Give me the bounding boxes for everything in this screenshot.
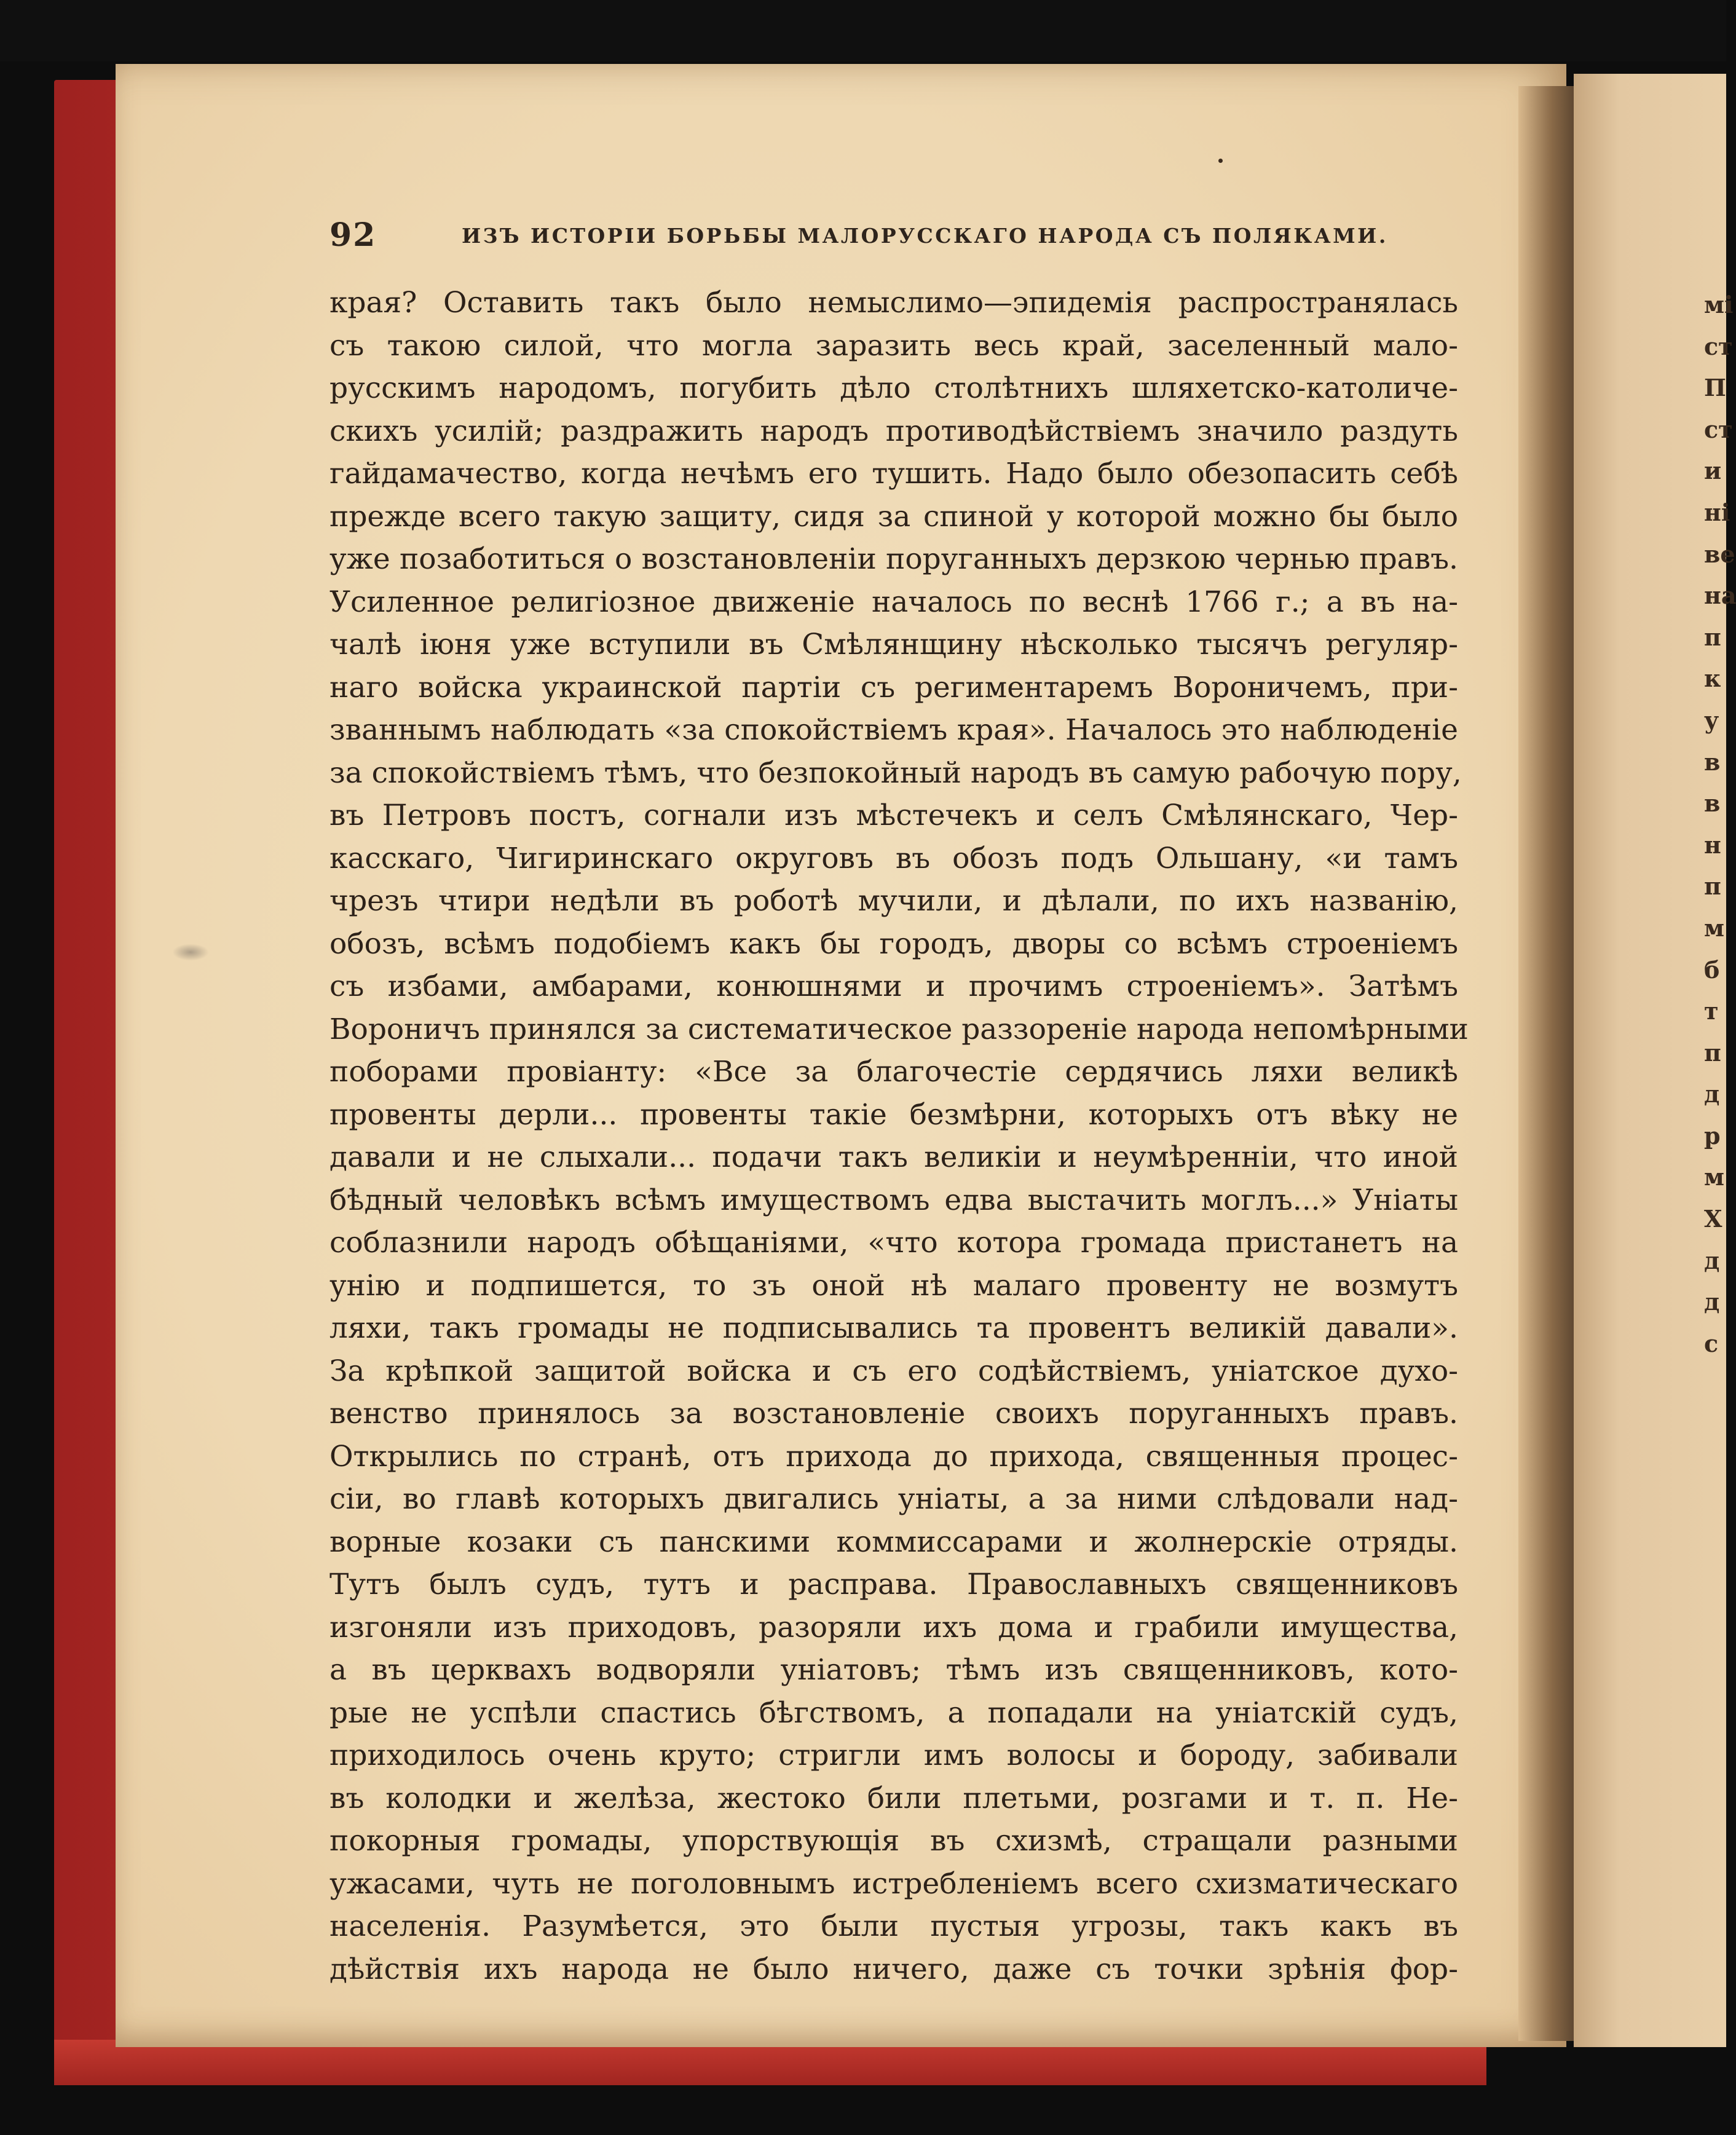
text-line: приходилось очень круто; стригли имъ волосы и бороду, забивали [329,1738,1458,1772]
paper-smudge [172,944,209,961]
text-line: русскимъ народомъ, погубить дѣло столѣтнихъ шляхетско-католиче- [329,371,1458,405]
text-line: рые не успѣли спастись бѣгствомъ, а попадали на уніатскій судъ, [329,1695,1458,1730]
facing-page-fragment: и [1704,457,1722,485]
text-line: изгоняли изъ приходовъ, разоряли ихъ дома и грабили имущества, [329,1610,1458,1644]
paper-speck [1218,159,1223,163]
text-line: наго войска украинской партіи съ региментаремъ Вороничемъ, при- [329,670,1458,704]
facing-page-fragment: д [1704,1246,1720,1274]
facing-page-fragment: н [1704,831,1721,859]
facing-page-fragment: у [1704,706,1719,734]
text-line: края? Оставить такъ было немыслимо—эпидемія распространялась [329,286,1458,320]
text-line: покорныя громады, упорствующія въ схизмѣ, стращали разными [329,1824,1458,1858]
text-line: Тутъ былъ судъ, тутъ и расправа. Православныхъ священниковъ [329,1568,1458,1601]
text-line: въ колодки и желѣза, жестоко били плетьми, розгами и т. п. Не- [329,1781,1458,1815]
page-header [329,216,1388,259]
text-line: съ избами, амбарами, конюшнями и прочимъ строеніемъ». Затѣмъ [329,969,1458,1003]
facing-page-fragment: к [1704,665,1721,693]
facing-page-fragment: п [1704,623,1721,651]
text-line: Вороничъ принялся за систематическое раззореніе народа непомѣрными [329,1012,1469,1046]
facing-page-fragment: в [1704,789,1721,818]
facing-page-fragment: в [1704,748,1721,776]
text-line: прежде всего такую защиту, сидя за спиной у которой можно бы было [329,499,1458,534]
facing-page-fragment: мі [1704,291,1734,318]
facing-page-fragment: м [1704,1163,1725,1191]
facing-page-fragment: т [1704,997,1719,1025]
facing-page-fragment: ст [1704,415,1733,443]
text-line: касскаго, Чигиринскаго округовъ въ обозъ подъ Ольшану, «и тамъ [329,841,1458,875]
text-line: ужасами, чуть не поголовнымъ истребленіемъ всего схизматическаго [329,1866,1458,1901]
text-line: венство принялось за возстановленіе своихъ поруганныхъ правъ. [329,1397,1458,1431]
text-line: чрезъ чтири недѣли въ роботѣ мучили, и дѣлали, по ихъ названію, [329,884,1458,918]
text-line: чалѣ іюня уже вступили въ Смѣлянщину нѣсколько тысячъ регуляр- [329,628,1458,661]
facing-page-fragment: м [1704,914,1725,942]
facing-page-fragment: п [1704,1038,1721,1067]
text-line: поборами провіанту: «Все за благочестіе сердячись ляхи великѣ [329,1055,1458,1089]
text-line: ворные козаки съ панскими коммиссарами и жолнерскіе отряды. [329,1525,1458,1559]
text-line: дѣйствія ихъ народа не было ничего, даже съ точки зрѣнія фор- [329,1952,1458,1986]
text-line: уже позаботиться о возстановленіи поруганныхъ дерзкою чернью правъ. [329,542,1458,576]
facing-page-fragment: на [1704,582,1736,610]
text-line: ляхи, такъ громады не подписывались та провентъ великій давали». [329,1311,1458,1345]
facing-page-fragment: ве [1704,540,1735,568]
facing-page-fragment: р [1704,1121,1721,1150]
text-line: За крѣпкой защитой войска и съ его содѣйствіемъ, уніатское духо- [329,1354,1458,1388]
text-line: скихъ усилій; раздражить народъ противодѣйствіемъ значило раздуть [329,414,1458,448]
body-text [329,282,1469,1991]
facing-page-fragment: с [1704,1329,1719,1357]
facing-page-fragment: п [1704,872,1721,901]
facing-page-fragment: б [1704,955,1720,984]
text-line: Усиленное религіозное движеніе началось по веснѣ 1766 г.; а въ на- [329,585,1458,619]
text-line: бѣдный человѣкъ всѣмъ имуществомъ едва выстачить моглъ...» Уніаты [329,1183,1458,1217]
text-line: обозъ, всѣмъ подобіемъ какъ бы городъ, дворы со всѣмъ строеніемъ [329,926,1458,961]
text-line: званнымъ наблюдать «за спокойствіемъ края». Началось это наблюденіе [329,713,1458,747]
scan-border [0,0,1726,61]
facing-page-fragment: ст [1704,332,1733,360]
facing-page-text-fragments [1704,284,1736,1364]
facing-page-fragment: д [1704,1080,1720,1108]
facing-page-fragment: ні [1704,498,1730,526]
text-line: сіи, во главѣ которыхъ двигались уніаты, а за ними слѣдовали над- [329,1482,1458,1516]
facing-page-fragment: Х [1704,1205,1722,1233]
text-line: населенія. Разумѣется, это были пустыя угрозы, такъ какъ въ [329,1909,1458,1943]
text-line: гайдамачество, когда нечѣмъ его тушить. Надо было обезопасить себѣ [329,457,1458,491]
facing-page-fragment: д [1704,1288,1720,1316]
running-title: ИЗЪ ИСТОРІИ БОРЬБЫ МАЛОРУССКАГО НАРОДА СЪ ПОЛЯКАМИ. [462,224,1388,248]
text-line: а въ церквахъ водворяли уніатовъ; тѣмъ изъ священниковъ, кото- [329,1653,1458,1687]
text-line: унію и подпишется, то зъ оной нѣ малаго провенту не возмутъ [329,1268,1458,1303]
text-line: провенты дерли... провенты такіе безмѣрни, которыхъ отъ вѣку не [329,1097,1458,1132]
text-line: въ Петровъ постъ, согнали изъ мѣстечекъ и селъ Смѣлянскаго, Чер- [329,799,1458,832]
text-line: за спокойствіемъ тѣмъ, что безпокойный народъ въ самую рабочую пору, [329,756,1462,790]
page-number: 92 [329,216,377,254]
text-line: Открылись по странѣ, отъ прихода до прихода, священныя процес- [329,1439,1458,1474]
text-line: давали и не слыхали... подачи такъ великіи и неумѣренніи, что иной [329,1140,1458,1174]
facing-page-fragment: П [1704,374,1726,402]
text-line: соблазнили народъ обѣщаніями, «что котора громада пристанетъ на [329,1226,1458,1260]
text-line: съ такою силой, что могла заразить весь край, заселенный мало- [329,328,1458,363]
facing-page [1574,74,1736,2047]
